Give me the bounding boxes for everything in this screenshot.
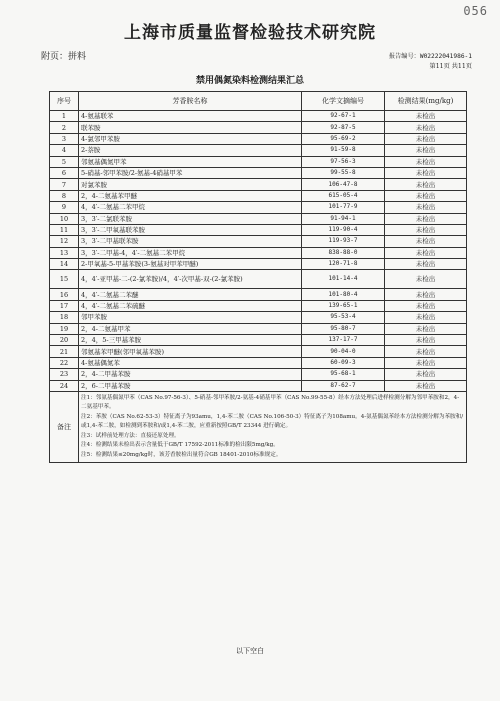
cas-number: 120-71-8 (302, 259, 385, 270)
test-result: 未检出 (385, 270, 467, 289)
table-row (50, 179, 467, 190)
header-result: 检测结果(mg/kg) (385, 92, 467, 111)
row-index: 7 (50, 179, 79, 190)
cas-number: 99-55-8 (302, 167, 385, 178)
note-1: 注1：邻氨基偶氮甲苯（CAS No.97-56-3）、5-硝基-邻甲苯胺/2-氨基-4硝基甲苯（CAS No.99-55-8）经本方法处理后进样检测分解为邻甲苯胺和2，4-二氨基甲苯。 (81, 394, 460, 411)
cas-number: 615-05-4 (302, 190, 385, 201)
table-row (50, 312, 467, 323)
test-result: 未检出 (385, 357, 467, 368)
test-result: 未检出 (385, 346, 467, 357)
test-result: 未检出 (385, 259, 467, 270)
row-index: 20 (50, 335, 79, 346)
cas-number: 92-87-5 (302, 122, 385, 133)
note-4: 注4：检测结果未检出表示含量低于GB/T 17592-2011标准的检出限5mg/kg。 (81, 442, 279, 449)
amine-name: 4，4′-二氨基二苯甲烷 (79, 202, 302, 213)
amine-name: 3，3′-二甲基联苯胺 (79, 236, 302, 247)
test-result: 未检出 (385, 224, 467, 235)
table-row (50, 270, 467, 289)
amine-name: 5-硝基-邻甲苯胺/2-氨基-4硝基甲苯 (79, 167, 302, 178)
table-row (50, 369, 467, 380)
cas-number: 95-69-2 (302, 133, 385, 144)
table-row (50, 122, 467, 133)
table-body (50, 111, 467, 392)
table-row (50, 346, 467, 357)
cas-number: 95-80-7 (302, 323, 385, 334)
table-row (50, 380, 467, 391)
cas-number: 119-93-7 (302, 236, 385, 247)
amine-name: 4-氯邻甲苯胺 (79, 133, 302, 144)
row-index: 1 (50, 111, 79, 122)
test-result: 未检出 (385, 300, 467, 311)
row-index: 5 (50, 156, 79, 167)
row-index: 23 (50, 369, 79, 380)
cas-number: 106-47-8 (302, 179, 385, 190)
test-result: 未检出 (385, 213, 467, 224)
amine-name: 3，3′-二甲氧基联苯胺 (79, 224, 302, 235)
row-index: 6 (50, 167, 79, 178)
row-index: 12 (50, 236, 79, 247)
table-row (50, 111, 467, 122)
notes-row (50, 391, 467, 463)
table-row (50, 224, 467, 235)
row-index: 17 (50, 300, 79, 311)
test-result: 未检出 (385, 122, 467, 133)
amine-name: 4，4′-二氨基二苯醚 (79, 289, 302, 300)
report-number: 报告编号：W02222041986-1 (388, 53, 472, 60)
table-row (50, 145, 467, 156)
amine-name: 2-萘胺 (79, 145, 302, 156)
table-row (50, 289, 467, 300)
cas-number: 101-80-4 (302, 289, 385, 300)
row-index: 3 (50, 133, 79, 144)
row-index: 14 (50, 259, 79, 270)
amine-name: 4-氨基联苯 (79, 111, 302, 122)
test-result: 未检出 (385, 247, 467, 258)
cas-number: 91-94-1 (302, 213, 385, 224)
row-index: 22 (50, 357, 79, 368)
institute-title: 上海市质量监督检验技术研究院 (124, 23, 376, 43)
test-result: 未检出 (385, 380, 467, 391)
table-header-row (50, 92, 467, 111)
table-row (50, 167, 467, 178)
cas-number: 87-62-7 (302, 380, 385, 391)
amine-name: 2，6-二甲基苯胺 (79, 380, 302, 391)
test-result: 未检出 (385, 202, 467, 213)
table-row (50, 300, 467, 311)
test-result: 未检出 (385, 323, 467, 334)
cas-number: 95-53-4 (302, 312, 385, 323)
amine-name: 联苯胺 (79, 122, 302, 133)
table-row (50, 323, 467, 334)
cas-number: 139-65-1 (302, 300, 385, 311)
row-index: 9 (50, 202, 79, 213)
table-title: 禁用偶氮染料检测结果汇总 (195, 76, 304, 86)
amine-name: 邻氨基偶氮甲苯 (79, 156, 302, 167)
test-result: 未检出 (385, 156, 467, 167)
test-result: 未检出 (385, 145, 467, 156)
amine-name: 4，4′-亚甲基-二-(2-氯苯胺)/4，4′-次甲基-双-(2-氯苯胺) (79, 270, 302, 289)
page-info: 第11页 共11页 (429, 63, 472, 70)
amine-name: 4，4′-二氨基二苯硫醚 (79, 300, 302, 311)
table-row (50, 133, 467, 144)
cas-number: 90-04-0 (302, 346, 385, 357)
header-cas-number: 化学文摘编号 (302, 92, 385, 111)
test-result: 未检出 (385, 289, 467, 300)
table-row (50, 259, 467, 270)
test-result: 未检出 (385, 312, 467, 323)
cas-number: 119-90-4 (302, 224, 385, 235)
amine-name: 对氯苯胺 (79, 179, 302, 190)
cas-number: 101-77-9 (302, 202, 385, 213)
table-row (50, 236, 467, 247)
note-5: 注5：检测结果≤20mg/kg时，该芳香胺检出量符合GB 18401-2010标准规定。 (81, 451, 282, 458)
test-result: 未检出 (385, 133, 467, 144)
row-index: 2 (50, 122, 79, 133)
attachment-label: 附页：拼料 (41, 52, 87, 62)
cas-number: 95-68-1 (302, 369, 385, 380)
test-result: 未检出 (385, 335, 467, 346)
amine-name: 邻甲苯胺 (79, 312, 302, 323)
amine-name: 3，3′-二氯联苯胺 (79, 213, 302, 224)
amine-name: 2-甲氧基-5-甲基苯胺(3-氨基对甲苯甲醚) (79, 259, 302, 270)
amine-name: 2，4-二氨基甲苯 (79, 323, 302, 334)
amine-name: 2，4-二氨基苯甲醚 (79, 190, 302, 201)
table-row (50, 156, 467, 167)
blank-below-note: 以下空白 (236, 647, 264, 655)
cas-number: 92-67-1 (302, 111, 385, 122)
cas-number: 137-17-7 (302, 335, 385, 346)
row-index: 21 (50, 346, 79, 357)
row-index: 10 (50, 213, 79, 224)
row-index: 11 (50, 224, 79, 235)
row-index: 24 (50, 380, 79, 391)
test-result: 未检出 (385, 111, 467, 122)
table-row (50, 247, 467, 258)
row-index: 8 (50, 190, 79, 201)
test-result: 未检出 (385, 179, 467, 190)
notes-label: 备注 (50, 391, 79, 463)
table-row (50, 202, 467, 213)
amine-name: 4-氨基偶氮苯 (79, 357, 302, 368)
table-row (50, 213, 467, 224)
header-amine-name: 芳香胺名称 (79, 92, 302, 111)
table-row (50, 357, 467, 368)
cas-number: 97-56-3 (302, 156, 385, 167)
amine-name: 3，3′-二甲基-4，4′-二氨基二苯甲烷 (79, 247, 302, 258)
test-result: 未检出 (385, 369, 467, 380)
row-index: 18 (50, 312, 79, 323)
row-index: 16 (50, 289, 79, 300)
test-result: 未检出 (385, 167, 467, 178)
row-index: 13 (50, 247, 79, 258)
test-result: 未检出 (385, 236, 467, 247)
results-table (49, 91, 467, 463)
cas-number: 101-14-4 (302, 270, 385, 289)
test-result: 未检出 (385, 190, 467, 201)
cas-number: 838-88-0 (302, 247, 385, 258)
amine-name: 2，4-二甲基苯胺 (79, 369, 302, 380)
amine-name: 2，4，5-三甲基苯胺 (79, 335, 302, 346)
note-2: 注2：苯胺（CAS No.62-53-3）特征离子为93amu，1,4-苯二胺（CAS No.106-50-3）特征离子为108amu。4-氨基偶氮苯经本方法检测分解为苯胺和/或1,4-苯二胺，如检测到苯胺和/或1,4-苯二胺，应重新按照GB/T 23344 进行确定。 (81, 413, 464, 430)
row-index: 15 (50, 270, 79, 289)
row-index: 19 (50, 323, 79, 334)
cas-number: 91-59-8 (302, 145, 385, 156)
amine-name: 邻氨基苯甲醚(邻甲氧基苯胺) (79, 346, 302, 357)
cas-number: 60-09-3 (302, 357, 385, 368)
table-row (50, 335, 467, 346)
row-index: 4 (50, 145, 79, 156)
table-row (50, 190, 467, 201)
note-3: 注3：试样前处理方法：直接还原处理。 (81, 432, 180, 439)
notes-cell (79, 391, 467, 463)
page-stamp-number: 056 (463, 4, 488, 18)
header-index: 序号 (50, 92, 79, 111)
